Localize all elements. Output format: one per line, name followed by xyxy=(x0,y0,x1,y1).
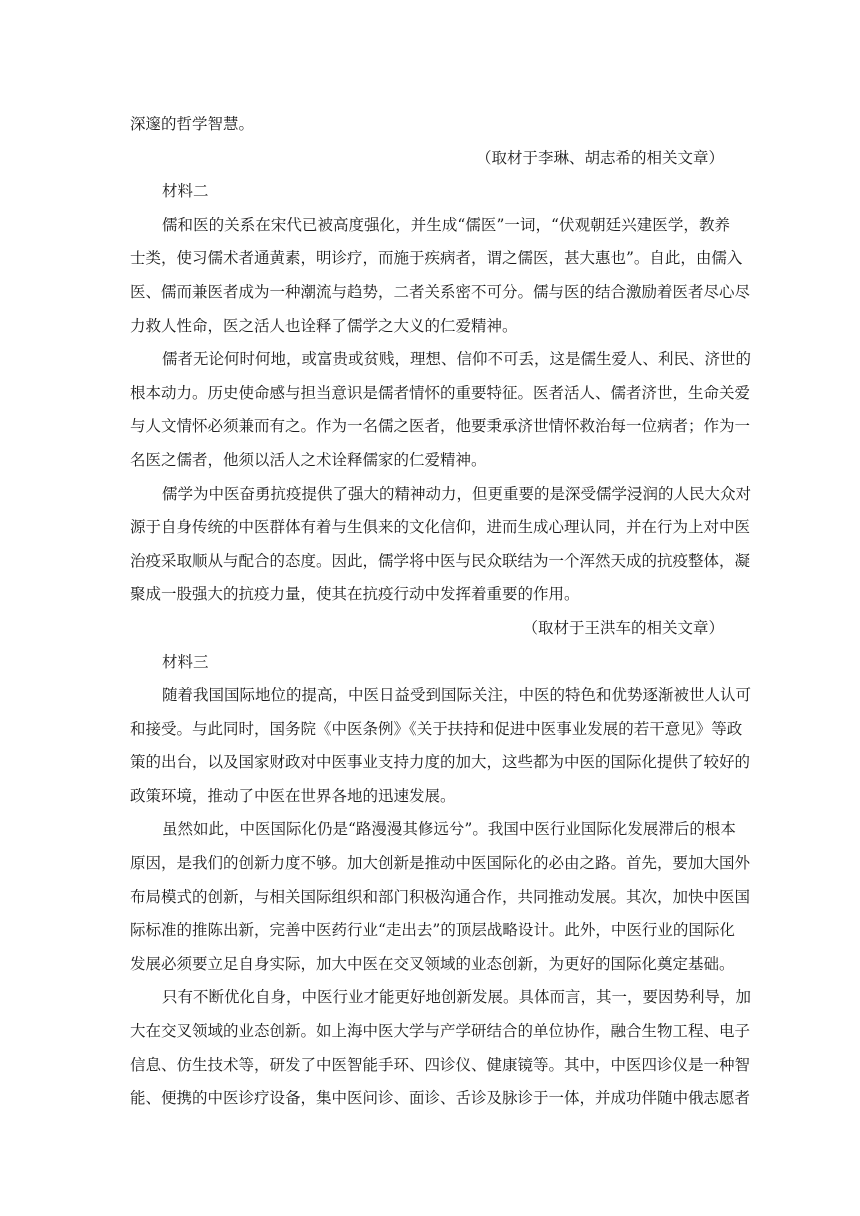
text-line: 儒者无论何时何地，或富贵或贫贱，理想、信仰不可丢，这是儒生爱人、利民、济世的 xyxy=(162,350,752,369)
text-line: 医、儒而兼医者成为一种潮流与趋势，二者关系密不可分。儒与医的结合激励着医者尽心尽 xyxy=(130,282,751,301)
text-line: 信息、仿生技术等，研发了中医智能手环、四诊仪、健康镜等。其中，中医四诊仪是一种智 xyxy=(130,1055,751,1074)
text-line: 布局模式的创新，与相关国际组织和部门积极沟通合作，共同推动发展。其次，加快中医国 xyxy=(130,887,751,906)
text-line: 只有不断优化自身，中医行业才能更好地创新发展。具体而言，其一，要因势利导，加 xyxy=(162,988,752,1007)
text-line: 发展必须要立足自身实际，加大中医在交叉领域的业态创新，为更好的国际化奠定基础。 xyxy=(130,954,735,973)
source-citation: （取材于李琳、胡志希的相关文章） xyxy=(475,148,724,167)
text-line: 能、便携的中医诊疗设备，集中医问诊、面诊、舌诊及脉诊于一体，并成功伴随中俄志愿者 xyxy=(130,1089,751,1108)
text-line: 策的出台，以及国家财政对中医事业支持力度的加大，这些都为中医的国际化提供了较好的 xyxy=(130,753,751,772)
text-line: 源于自身传统的中医群体有着与生俱来的文化信仰，进而生成心理认同，并在行为上对中医 xyxy=(130,518,751,537)
text-line: 名医之儒者，他须以活人之术诠释儒家的仁爱精神。 xyxy=(130,450,487,469)
text-line: 原因，是我们的创新力度不够。加大创新是推动中医国际化的必由之路。首先，要加大国外 xyxy=(130,854,751,873)
text-line: 儒学为中医奋勇抗疫提供了强大的精神动力，但更重要的是深受儒学浸润的人民大众对 xyxy=(162,484,752,503)
section-heading: 材料二 xyxy=(162,182,209,201)
text-line: 儒和医的关系在宋代已被高度强化，并生成“儒医”一词，“伏观朝廷兴建医学，教养 xyxy=(162,215,730,234)
text-line: 与人文情怀必须兼而有之。作为一名儒之医者，他要秉承济世情怀救治每一位病者；作为一 xyxy=(130,417,751,436)
text-line: 根本动力。历史使命感与担当意识是儒者情怀的重要特征。医者活人、儒者济世，生命关爱 xyxy=(130,383,751,402)
text-line: 力救人性命，医之活人也诠释了儒学之大义的仁爱精神。 xyxy=(130,316,518,335)
text-line: 际标准的推陈出新，完善中医药行业“走出去”的顶层战略设计。此外，中医行业的国际化 xyxy=(130,921,735,940)
text-line: 大在交叉领域的业态创新。如上海中医大学与产学研结合的单位协作，融合生物工程、电子 xyxy=(130,1022,751,1041)
document-page xyxy=(130,108,752,1116)
text-line: 士类，使习儒术者通黄素，明诊疗，而施于疾病者，谓之儒医，甚大惠也”。自此，由儒入 xyxy=(130,249,743,268)
text-line: 治疫采取顺从与配合的态度。因此，儒学将中医与民众联结为一个浑然天成的抗疫整体，凝 xyxy=(130,551,751,570)
text-line: 深邃的哲学智慧。 xyxy=(130,115,255,133)
text-line: 聚成一股强大的抗疫力量，使其在抗疫行动中发挥着重要的作用。 xyxy=(130,585,580,604)
text-line: 随着我国国际地位的提高，中医日益受到国际关注，中医的特色和优势逐渐被世人认可 xyxy=(162,686,752,705)
text-line: 和接受。与此同时，国务院《中医条例》《关于扶持和促进中医事业发展的若干意见》等政 xyxy=(130,719,743,738)
text-line: 政策环境，推动了中医在世界各地的迅速发展。 xyxy=(130,786,456,805)
text-line: 虽然如此，中医国际化仍是“路漫漫其修远兮”。我国中医行业国际化发展滞后的根本 xyxy=(162,820,736,839)
section-heading: 材料三 xyxy=(162,652,209,671)
source-citation: （取材于王洪车的相关文章） xyxy=(522,618,724,637)
